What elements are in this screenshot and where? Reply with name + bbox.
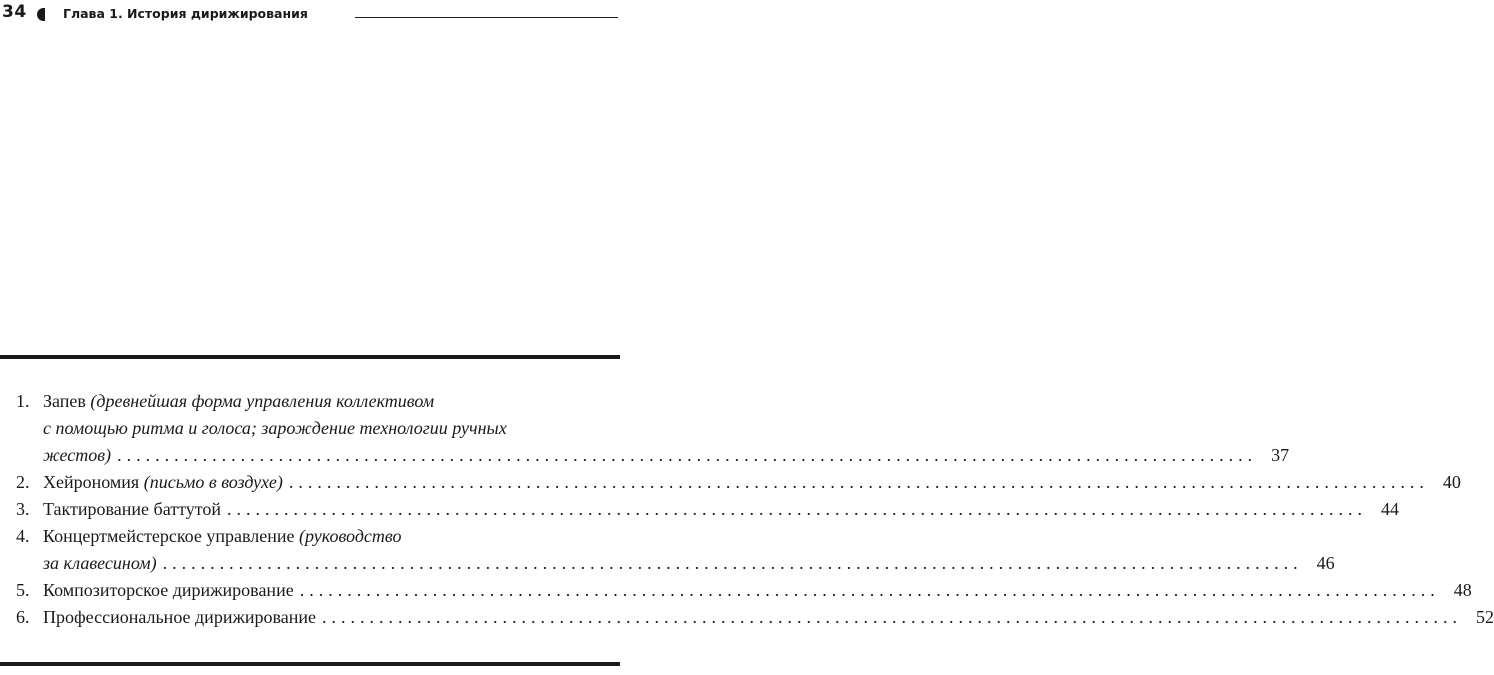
toc-entry-text bbox=[43, 469, 283, 496]
toc-line bbox=[0, 469, 1461, 496]
toc-entry[interactable] bbox=[0, 523, 1335, 577]
toc-entry-number: 6. bbox=[16, 607, 30, 627]
page-number: 34 bbox=[2, 2, 27, 22]
toc-entry[interactable] bbox=[0, 496, 1399, 523]
toc-entry-text bbox=[43, 388, 434, 415]
toc-page-number: 37 bbox=[1271, 445, 1290, 465]
toc-entry-title: Концертмейстерское управление bbox=[43, 526, 299, 546]
half-circle-ornament bbox=[37, 8, 45, 21]
toc-line bbox=[0, 604, 1494, 631]
toc-line bbox=[0, 577, 1472, 604]
header-rule bbox=[355, 17, 618, 18]
toc-entry-text bbox=[43, 523, 402, 550]
toc-entry-number: 4. bbox=[16, 526, 30, 546]
toc-line bbox=[0, 442, 1290, 469]
toc-entry-text bbox=[43, 442, 111, 469]
toc-page-number: 52 bbox=[1476, 607, 1494, 627]
toc-entry-title: Хейрономия bbox=[43, 472, 144, 492]
table-of-contents bbox=[0, 388, 1494, 631]
chapter-title: Глава 1. История дирижирования bbox=[63, 6, 308, 21]
toc-entry-description: жестов) bbox=[43, 445, 112, 465]
toc-entry-number: 5. bbox=[16, 580, 30, 600]
toc-line bbox=[0, 415, 620, 442]
dot-leader: ........................................................................................................................ bbox=[227, 499, 1367, 519]
toc-line bbox=[0, 550, 1335, 577]
bottom-rule bbox=[0, 662, 620, 666]
toc-entry-description: (письмо в воздухе) bbox=[143, 472, 283, 492]
toc-entry-text bbox=[43, 550, 157, 577]
dot-leader: ........................................................................................................................ bbox=[117, 445, 1258, 465]
toc-entry-title: Профессиональное дирижирование bbox=[43, 607, 317, 627]
toc-page-number: 44 bbox=[1381, 499, 1399, 519]
toc-page-number: 40 bbox=[1442, 472, 1461, 492]
toc-line bbox=[0, 388, 620, 415]
dot-leader: ........................................................................................................................ bbox=[299, 580, 1440, 600]
dot-leader: ........................................................................................................................ bbox=[162, 553, 1303, 573]
toc-entry-description: (древнейшая форма управления коллективом bbox=[90, 391, 435, 411]
toc-entry[interactable] bbox=[0, 388, 1290, 469]
toc-entry-text bbox=[43, 577, 294, 604]
toc-entry-description: за клавесином) bbox=[43, 553, 157, 573]
running-header bbox=[0, 0, 620, 30]
toc-entry-description: с помощью ритма и голоса; зарождение технологии ручных bbox=[43, 418, 507, 438]
toc-line bbox=[0, 523, 620, 550]
toc-entry-number: 1. bbox=[16, 391, 30, 411]
toc-entry-number: 3. bbox=[16, 499, 30, 519]
toc-entry-text bbox=[43, 496, 221, 523]
toc-line bbox=[0, 496, 1399, 523]
top-rule bbox=[0, 355, 620, 359]
toc-entry-number: 2. bbox=[16, 472, 30, 492]
toc-entry-description: (руководство bbox=[299, 526, 402, 546]
toc-entry[interactable] bbox=[0, 577, 1472, 604]
dot-leader: ........................................................................................................................ bbox=[288, 472, 1429, 492]
toc-page-number: 46 bbox=[1316, 553, 1335, 573]
toc-entry-text bbox=[43, 415, 507, 442]
dot-leader: ........................................................................................................................ bbox=[322, 607, 1463, 627]
toc-entry-title: Тактирование баттутой bbox=[43, 499, 221, 519]
toc-entry-title: Композиторское дирижирование bbox=[43, 580, 294, 600]
toc-page-number: 48 bbox=[1453, 580, 1472, 600]
toc-entry-title: Запев bbox=[43, 391, 91, 411]
toc-entry-text bbox=[43, 604, 316, 631]
toc-entry[interactable] bbox=[0, 604, 1494, 631]
toc-entry[interactable] bbox=[0, 469, 1461, 496]
